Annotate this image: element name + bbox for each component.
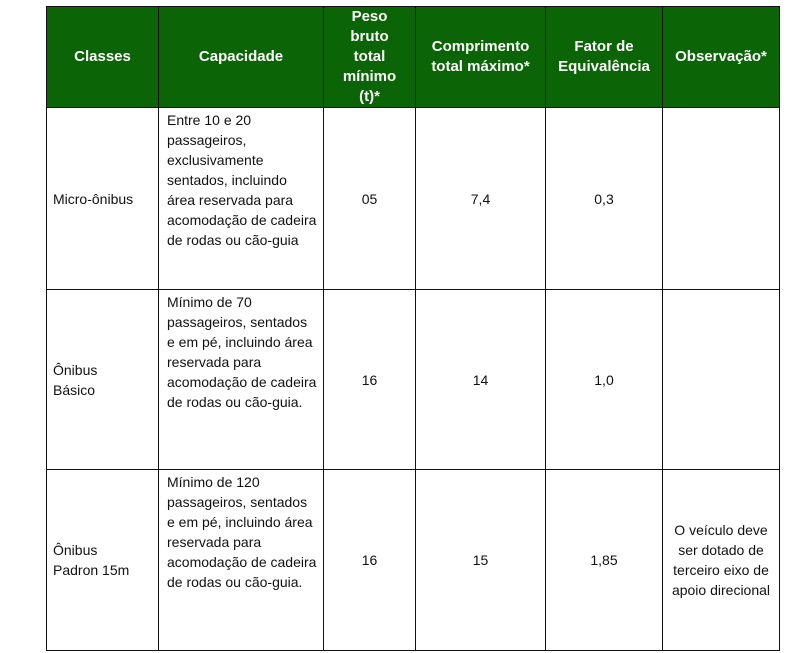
header-observacao: Observação* <box>663 7 780 108</box>
header-row <box>47 7 780 108</box>
cell-fator: 1,85 <box>546 470 663 651</box>
cell-comprimento: 7,4 <box>416 108 546 290</box>
header-capacidade: Capacidade <box>159 7 324 108</box>
cell-classe: Ônibus Padron 15m <box>47 470 159 651</box>
cell-peso: 05 <box>324 108 416 290</box>
table-row <box>47 290 780 470</box>
cell-fator: 0,3 <box>546 108 663 290</box>
cell-comprimento: 15 <box>416 470 546 651</box>
cell-capacidade: Mínimo de 70 passageiros, sentados e em pé, incluindo área reservada para acomodação de cadeira de rodas ou cão-guia. <box>159 290 324 470</box>
cell-fator: 1,0 <box>546 290 663 470</box>
cell-comprimento: 14 <box>416 290 546 470</box>
cell-observacao: O veículo deve ser dotado de terceiro eixo de apoio direcional <box>663 470 780 651</box>
cell-observacao <box>663 108 780 290</box>
table-row <box>47 470 780 651</box>
header-comprimento: Comprimento total máximo* <box>416 7 546 108</box>
cell-peso: 16 <box>324 290 416 470</box>
cell-classe: Micro-ônibus <box>47 108 159 290</box>
cell-classe: Ônibus Básico <box>47 290 159 470</box>
table-row <box>47 108 780 290</box>
header-classes: Classes <box>47 7 159 108</box>
cell-peso: 16 <box>324 470 416 651</box>
header-fator: Fator de Equivalência <box>546 7 663 108</box>
cell-capacidade: Mínimo de 120 passageiros, sentados e em pé, incluindo área reservada para acomodação de cadeira de rodas ou cão-guia. <box>159 470 324 651</box>
cell-observacao <box>663 290 780 470</box>
cell-capacidade: Entre 10 e 20 passageiros, exclusivamente sentados, incluindo área reservada para acomodação de cadeira de rodas ou cão-guia <box>159 108 324 290</box>
vehicle-classes-table <box>46 6 780 651</box>
header-peso: Peso bruto total mínimo (t)* <box>324 7 416 108</box>
